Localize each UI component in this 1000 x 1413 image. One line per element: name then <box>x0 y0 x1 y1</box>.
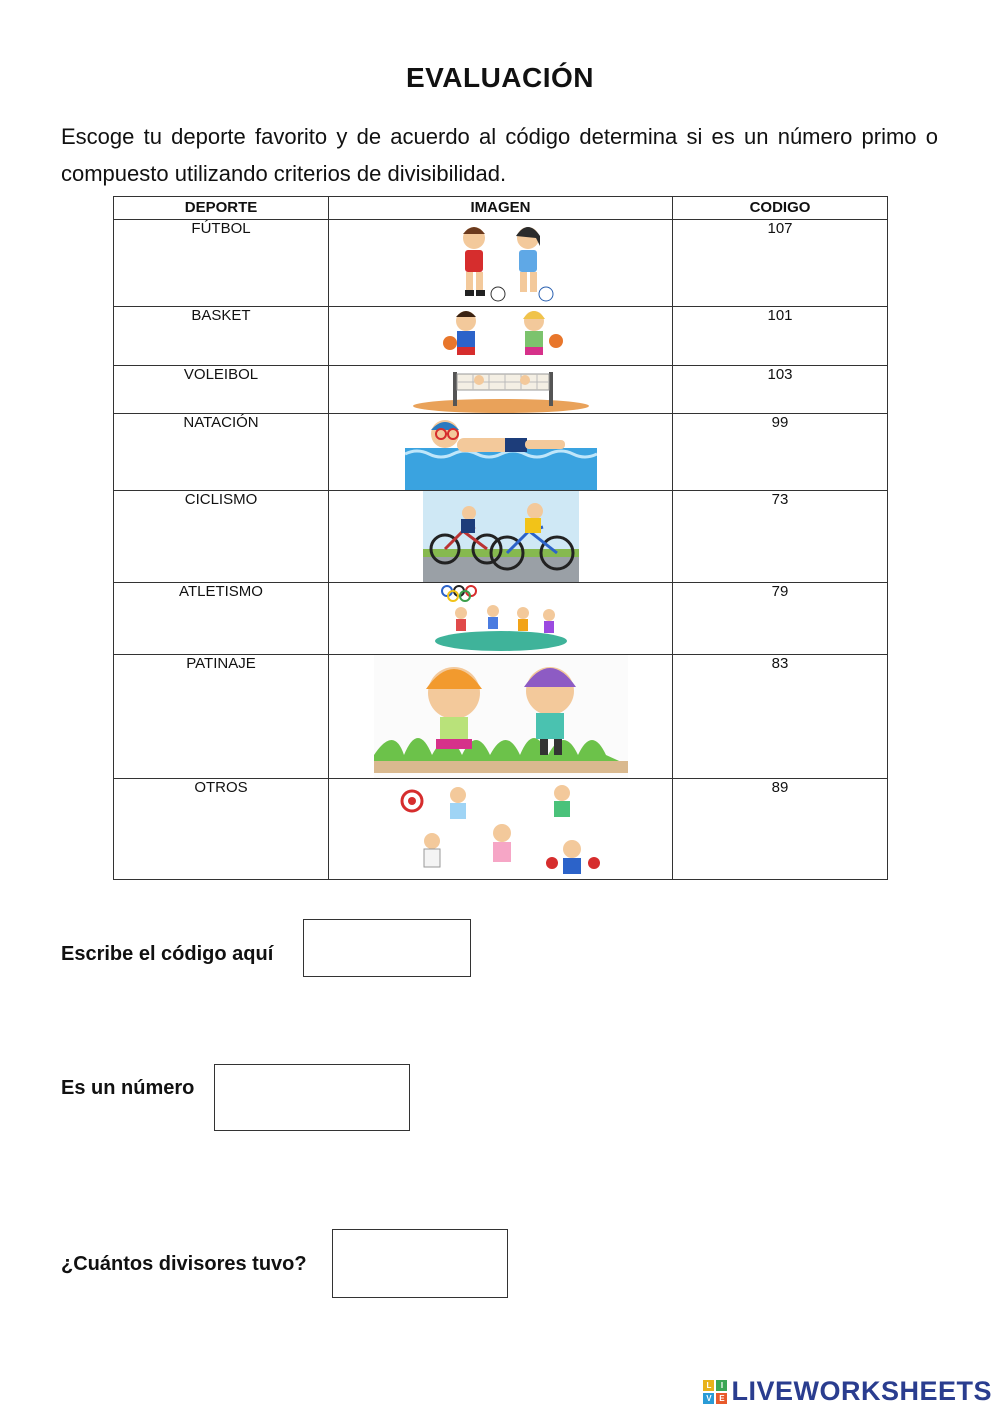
volleyball-net-image <box>413 366 589 413</box>
swimmer-image <box>405 414 597 490</box>
sport-name: CICLISMO <box>114 491 329 583</box>
runners-image <box>435 583 567 654</box>
cyclists-image <box>423 491 579 582</box>
instructions-text: Escoge tu deporte favorito y de acuerdo al código determina si es un número primo o compuesto utilizando criterios de divisibilidad. <box>61 124 938 186</box>
brand-logo <box>703 1376 992 1407</box>
sport-name: NATACIÓN <box>114 414 329 491</box>
code-label: Escribe el código aquí <box>61 943 274 965</box>
sports-table <box>113 196 888 880</box>
sport-code: 89 <box>673 779 888 880</box>
basketball-players-image <box>426 307 576 365</box>
brand-name: LIVEWORKSHEETS <box>731 1376 992 1406</box>
divisors-input[interactable] <box>332 1229 508 1298</box>
sport-name: PATINAJE <box>114 655 329 779</box>
table-row <box>114 655 888 779</box>
sport-image-cell <box>329 414 673 491</box>
sport-image-cell <box>329 366 673 414</box>
page-title: EVALUACIÓN <box>405 62 595 93</box>
table-row <box>114 366 888 414</box>
skaters-image <box>374 655 628 778</box>
sport-name: OTROS <box>114 779 329 880</box>
table-row <box>114 414 888 491</box>
sport-code: 99 <box>673 414 888 491</box>
table-row <box>114 779 888 880</box>
sport-image-cell <box>329 491 673 583</box>
sport-code: 73 <box>673 491 888 583</box>
table-header-row <box>114 197 888 220</box>
other-sports-image <box>396 779 606 879</box>
table-row <box>114 583 888 655</box>
sport-name: BASKET <box>114 307 329 366</box>
sport-image-cell <box>329 307 673 366</box>
sport-code: 107 <box>673 220 888 307</box>
sport-code: 79 <box>673 583 888 655</box>
sport-name: ATLETISMO <box>114 583 329 655</box>
sport-image-cell <box>329 779 673 880</box>
sport-image-cell <box>329 583 673 655</box>
code-input[interactable] <box>303 919 471 977</box>
sport-code: 101 <box>673 307 888 366</box>
soccer-players-image <box>436 220 566 306</box>
number-type-label: Es un número <box>61 1077 195 1099</box>
sport-code: 103 <box>673 366 888 414</box>
table-row <box>114 307 888 366</box>
number-type-input[interactable] <box>214 1064 410 1131</box>
divisors-label: ¿Cuántos divisores tuvo? <box>61 1253 307 1275</box>
sport-name: FÚTBOL <box>114 220 329 307</box>
sport-image-cell <box>329 220 673 307</box>
table-row <box>114 491 888 583</box>
table-row <box>114 220 888 307</box>
sport-image-cell <box>329 655 673 779</box>
sport-code: 83 <box>673 655 888 779</box>
brand-grid-icon: L I V E <box>703 1380 727 1404</box>
header-imagen: IMAGEN <box>329 197 673 220</box>
header-deporte: DEPORTE <box>114 197 329 220</box>
header-codigo: CODIGO <box>673 197 888 220</box>
sport-name: VOLEIBOL <box>114 366 329 414</box>
